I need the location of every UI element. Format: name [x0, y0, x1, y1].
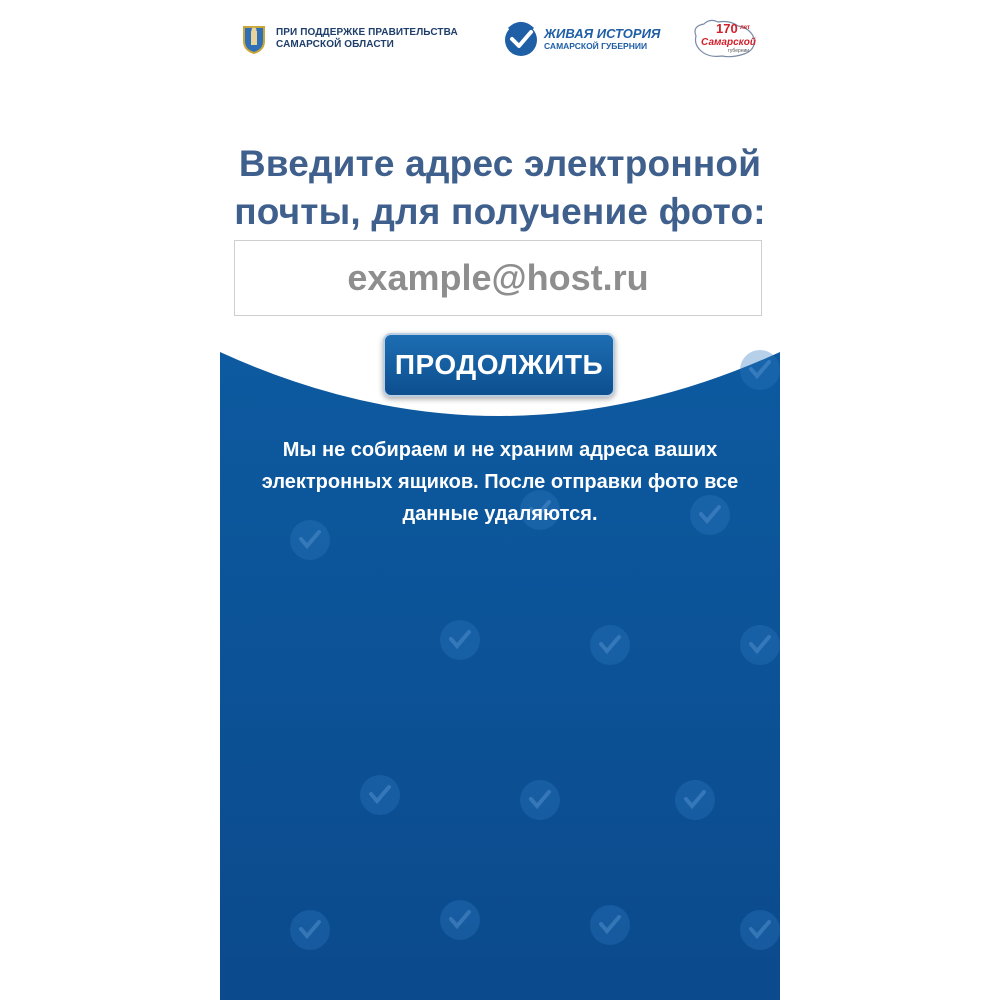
anniversary-sub: губернии — [728, 48, 750, 54]
privacy-notice — [240, 434, 760, 530]
project-title: ЖИВАЯ ИСТОРИЯ — [544, 26, 661, 41]
app-screen — [220, 0, 780, 1000]
anniversary-logo — [688, 16, 760, 60]
government-support-logo — [242, 24, 458, 54]
anniversary-name: Самарской — [701, 37, 756, 48]
living-history-logo — [502, 20, 660, 58]
gov-support-line1: ПРИ ПОДДЕРЖКЕ ПРАВИТЕЛЬСТВА — [276, 27, 458, 38]
page-title-line2: почты, для получение фото: — [234, 191, 766, 232]
page-title — [220, 140, 780, 236]
continue-button[interactable]: ПРОДОЛЖИТЬ — [383, 333, 615, 397]
privacy-notice-line1: Мы не собираем и не храним адреса ваших — [282, 439, 718, 461]
coat-of-arms-icon — [242, 24, 266, 54]
privacy-notice-line2: электронных ящиков. После отправки фото все — [261, 471, 739, 493]
email-input[interactable] — [234, 240, 762, 316]
anniversary-number: 170 — [716, 21, 738, 36]
page-title-line1: Введите адрес электронной — [238, 143, 762, 184]
logo-header — [220, 0, 780, 90]
gov-support-line2: САМАРСКОЙ ОБЛАСТИ — [276, 39, 394, 50]
anniversary-suffix: лет — [740, 25, 750, 31]
living-history-icon — [502, 20, 540, 58]
project-subtitle: САМАРСКОЙ ГУБЕРНИИ — [544, 41, 648, 51]
privacy-notice-line3: данные удаляются. — [402, 503, 598, 525]
samara-170-icon — [688, 16, 760, 60]
